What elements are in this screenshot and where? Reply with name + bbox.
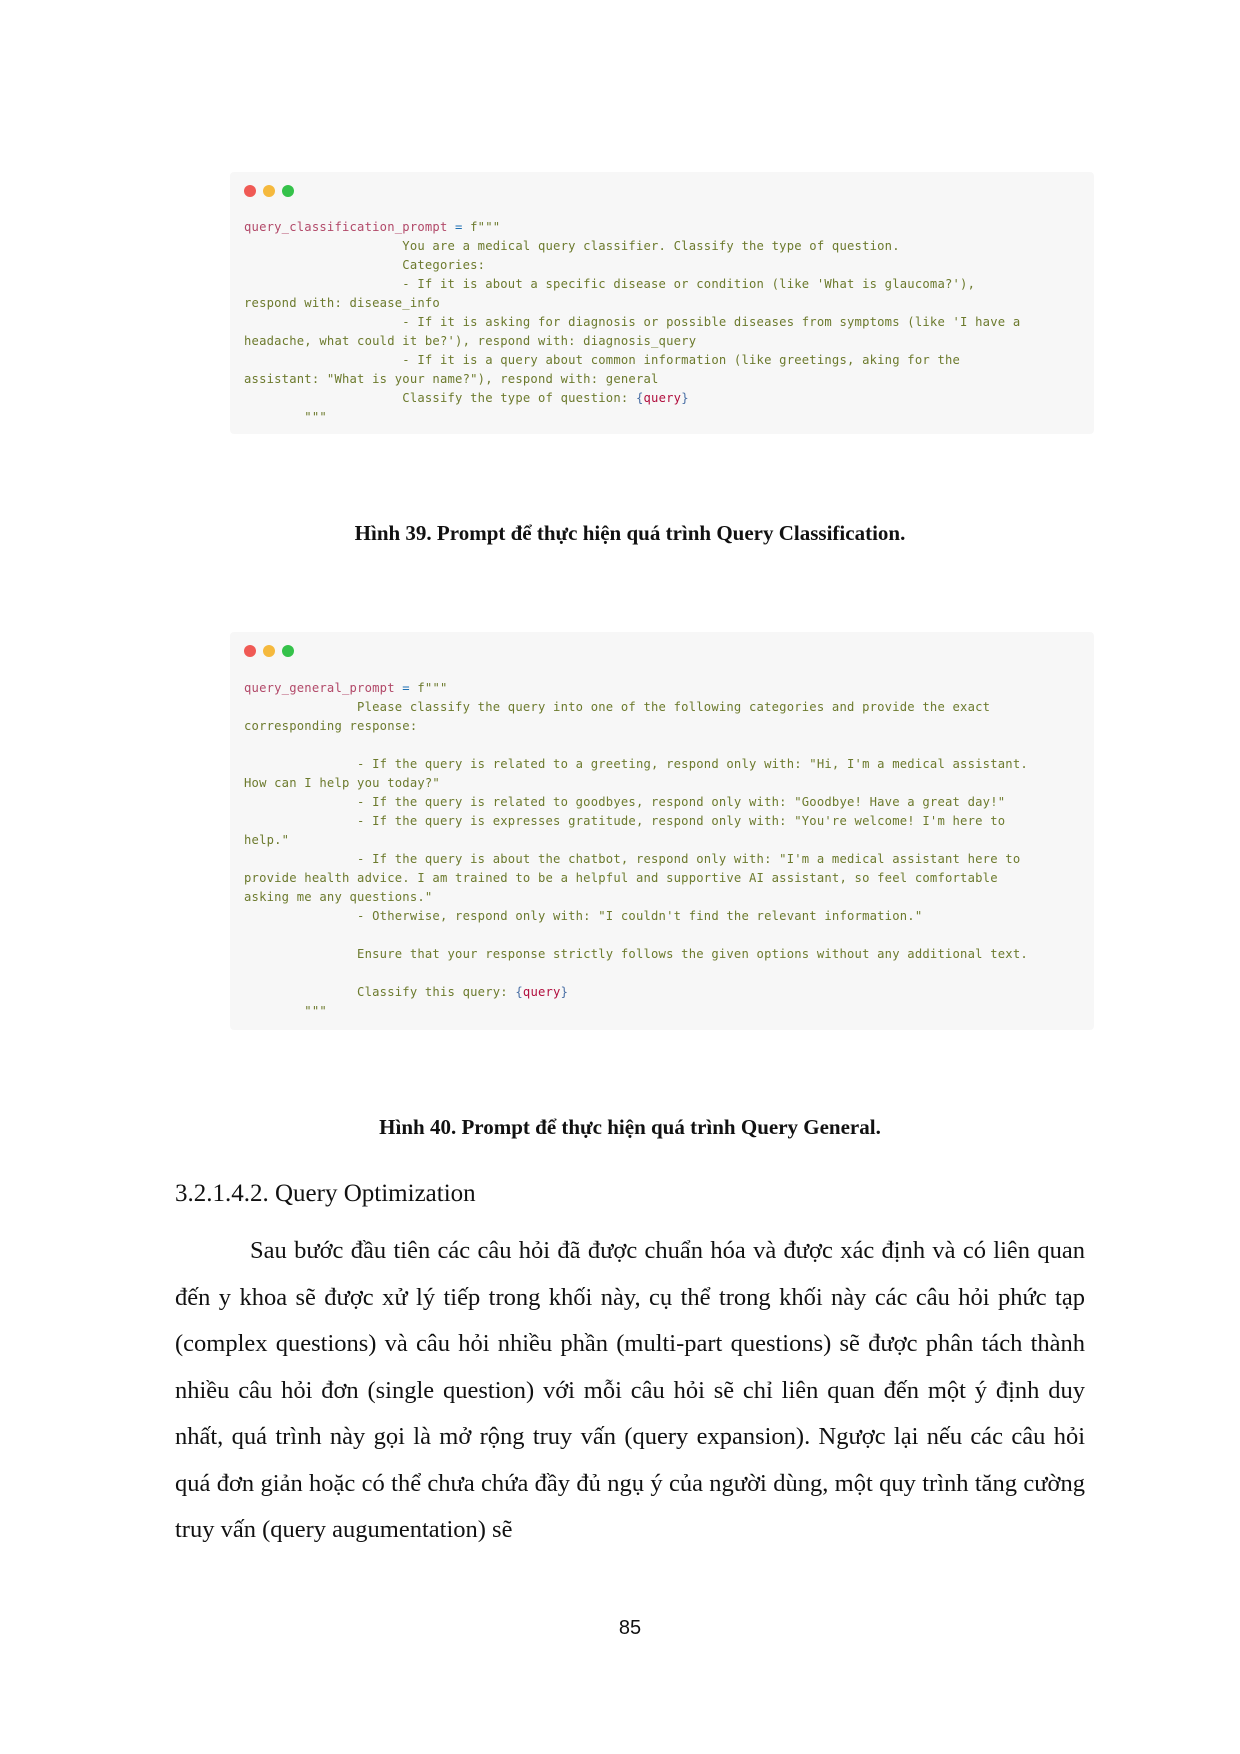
body-paragraph: Sau bước đầu tiên các câu hỏi đã được chuẩn hóa và được xác định và có liên quan đến y khoa sẽ được xử lý tiếp trong khối này, cụ thể trong khối này các câu hỏi phức tạp (complex questions) và câu hỏi nhiều phần (multi-part questions) sẽ được phân tách thành nhiều câu hỏi đơn (single question) với mỗi câu hỏi sẽ chỉ liên quan đến một ý định duy nhất, quá trình này gọi là mở rộng truy vấn (query expansion). Ngược lại nếu các câu hỏi quá đơn giản hoặc có thể chưa chứa đầy đủ ngụ ý của người dùng, một quy trình tăng cường truy vấn (query augumentation) sẽ	[175, 1237, 1085, 1543]
code-token: help."	[244, 833, 290, 847]
close-dot-icon	[244, 645, 256, 657]
code-token: corresponding response:	[244, 719, 418, 733]
code-token: """	[244, 1004, 327, 1018]
code-token: - If the query is related to goodbyes, respond only with: "Goodbye! Have a great day!"	[244, 795, 1006, 809]
code-line	[244, 353, 960, 367]
minimize-dot-icon	[263, 185, 275, 197]
code-line	[244, 391, 689, 405]
window-controls	[244, 645, 294, 659]
code-token: - If it is about a specific disease or condition (like 'What is glaucoma?'),	[244, 277, 976, 291]
code-line	[244, 795, 1005, 809]
code-line	[244, 1004, 327, 1018]
code-line	[244, 220, 500, 234]
code-token: provide health advice. I am trained to be a helpful and supportive AI assistant, so feel comfortable	[244, 871, 998, 885]
code-line	[244, 700, 990, 714]
page-number: 85	[618, 1617, 642, 1639]
code-line	[244, 909, 922, 923]
code-text	[244, 679, 1086, 1021]
code-line	[244, 372, 659, 386]
code-text	[244, 218, 1086, 427]
code-line	[244, 681, 448, 695]
code-token: - If the query is about the chatbot, respond only with: "I'm a medical assistant here to	[244, 852, 1021, 866]
code-token: query	[643, 391, 682, 405]
figure-caption-40: Hình 40. Prompt để thực hiện quá trình Query General.	[379, 1115, 881, 1139]
code-token: - If it is a query about common information (like greetings, aking for the	[244, 353, 961, 367]
code-token: asking me any questions."	[244, 890, 433, 904]
code-line	[244, 833, 289, 847]
code-token: query_general_prompt	[244, 681, 395, 695]
window-controls	[244, 185, 294, 199]
code-token: f"""	[470, 220, 501, 234]
code-token: Please classify the query into one of the following categories and provide the exact	[244, 700, 991, 714]
code-line	[244, 871, 998, 885]
code-line	[244, 315, 1020, 329]
code-token: query	[522, 985, 561, 999]
code-line	[244, 410, 327, 424]
maximize-dot-icon	[282, 185, 294, 197]
code-line	[244, 890, 432, 904]
code-token: Ensure that your response strictly follows the given options without any additional text.	[244, 947, 1028, 961]
code-line	[244, 985, 568, 999]
code-token: - If the query is related to a greeting, respond only with: "Hi, I'm a medical assistant.	[244, 757, 1028, 771]
code-panel-query-general	[230, 632, 1094, 1030]
code-token: - If it is asking for diagnosis or possible diseases from symptoms (like 'I have a	[244, 315, 1021, 329]
minimize-dot-icon	[263, 645, 275, 657]
code-token: f"""	[417, 681, 448, 695]
code-line	[244, 258, 485, 272]
code-token: Classify this query:	[244, 985, 516, 999]
figure-caption-39: Hình 39. Prompt để thực hiện quá trình Query Classification.	[354, 521, 906, 545]
code-token: assistant: "What is your name?"), respond with: general	[244, 372, 659, 386]
code-token: }	[681, 391, 689, 405]
code-token: }	[560, 985, 569, 999]
code-panel-query-classification	[230, 172, 1094, 434]
maximize-dot-icon	[282, 645, 294, 657]
code-token: =	[447, 220, 471, 234]
code-line	[244, 757, 1028, 771]
code-line	[244, 947, 1028, 961]
code-token: - If the query is expresses gratitude, respond only with: "You're welcome! I'm here to	[244, 814, 1006, 828]
code-token: Categories:	[244, 258, 486, 272]
code-token: You are a medical query classifier. Classify the type of question.	[244, 239, 900, 253]
code-token: - Otherwise, respond only with: "I couldn't find the relevant information."	[244, 909, 923, 923]
code-token: """	[244, 410, 327, 424]
code-line	[244, 277, 975, 291]
code-line	[244, 334, 696, 348]
section-heading: 3.2.1.4.2. Query Optimization	[175, 1180, 476, 1207]
code-line	[244, 776, 440, 790]
close-dot-icon	[244, 185, 256, 197]
code-token: How can I help you today?"	[244, 776, 440, 790]
code-line	[244, 239, 900, 253]
code-token: {	[515, 985, 523, 999]
code-token: Classify the type of question:	[244, 391, 636, 405]
code-token: {	[635, 391, 644, 405]
code-token: query_classification_prompt	[244, 220, 448, 234]
code-line	[244, 814, 1005, 828]
code-line	[244, 719, 417, 733]
code-token: =	[394, 681, 418, 695]
code-token: headache, what could it be?'), respond with: diagnosis_query	[244, 334, 697, 348]
code-line	[244, 296, 440, 310]
code-token: respond with: disease_info	[244, 296, 440, 310]
code-line	[244, 852, 1020, 866]
